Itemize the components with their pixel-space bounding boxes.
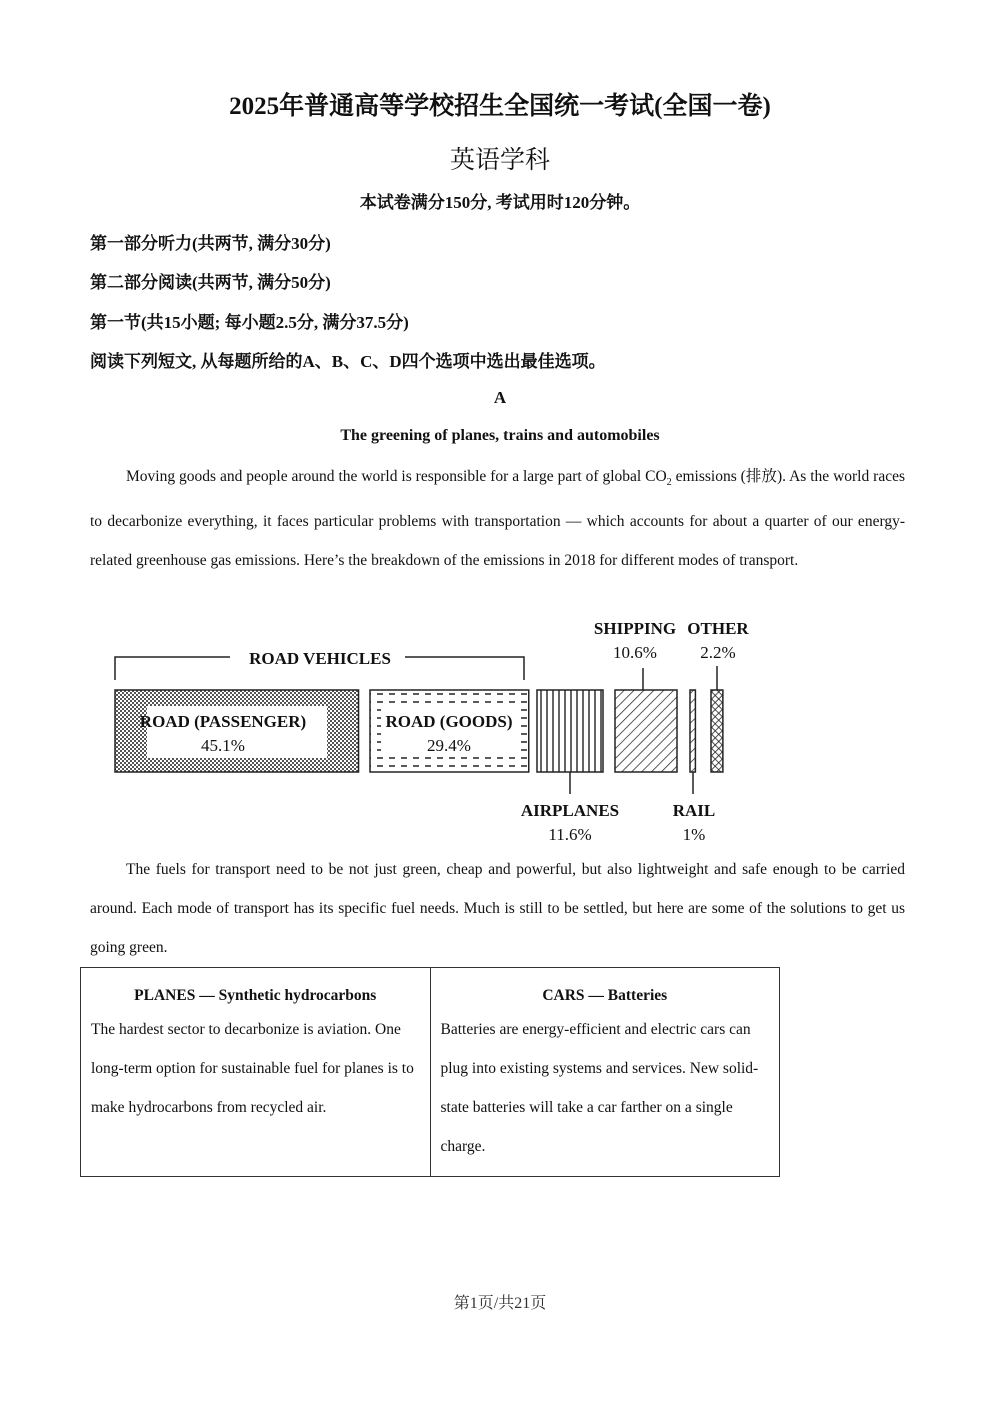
paragraph-fuels-text: The fuels for transport need to be not just green, cheap and powerful, but also lightweight and safe enough to be carried around. Each mode of transport has its specific fuel needs. Much is still to be settled, but here are some of the solutions to get us going green. bbox=[90, 861, 905, 956]
value-label-airplanes: 11.6% bbox=[548, 825, 592, 844]
category-label-shipping: SHIPPING bbox=[593, 619, 677, 638]
table-heading-cars: CARS — Batteries bbox=[542, 987, 668, 1004]
paragraph-intro-part2: emissions (排放). As the world races to decarbonize everything, it faces particular problems with transportation — which accounts for about a quarter of our energy-related greenhouse gas emissions. Here’s the breakdown of the emissions in 2018 for different modes of transport. bbox=[90, 468, 905, 570]
bar-shipping bbox=[615, 690, 677, 772]
exam-subject: 英语学科 bbox=[449, 147, 550, 174]
emissions-chart bbox=[100, 610, 780, 850]
bar-airplanes bbox=[537, 690, 603, 772]
bar-other bbox=[711, 690, 723, 772]
solutions-table bbox=[80, 967, 780, 1177]
exam-note: 本试卷满分150分, 考试用时120分钟。 bbox=[359, 193, 641, 212]
value-label-other: 2.2% bbox=[700, 643, 736, 662]
table-text-planes: The hardest sector to decarbonize is aviation. One long-term option for sustainable fuel for planes is to make hydrocarbons from recycled air. bbox=[91, 1021, 414, 1116]
exam-title: 2025年普通高等学校招生全国统一考试(全国一卷) bbox=[229, 93, 771, 120]
table-cell-cars bbox=[430, 968, 780, 1176]
paragraph-fuels bbox=[90, 850, 905, 967]
category-label-rail: RAIL bbox=[672, 801, 716, 820]
value-label-rail: 1% bbox=[682, 825, 706, 844]
section-reading: 第二部分阅读(共两节, 满分50分) bbox=[90, 273, 331, 292]
table-cell-planes bbox=[81, 968, 430, 1176]
category-label-road-passenger: ROAD (PASSENGER) bbox=[139, 712, 307, 731]
section-part-one: 第一节(共15小题; 每小题2.5分, 满分37.5分) bbox=[90, 313, 409, 332]
table-heading-planes: PLANES — Synthetic hydrocarbons bbox=[134, 987, 377, 1004]
group-label-road-vehicles: ROAD VEHICLES bbox=[249, 649, 391, 668]
paragraph-intro bbox=[90, 457, 905, 580]
passage-title: The greening of planes, trains and automobiles bbox=[340, 427, 660, 444]
co2-subscript: 2 bbox=[666, 477, 672, 489]
paragraph-intro-part1: Moving goods and people around the world is responsible for a large part of global CO bbox=[126, 468, 667, 485]
value-label-road-passenger: 45.1% bbox=[201, 736, 245, 755]
value-label-shipping: 10.6% bbox=[613, 643, 657, 662]
value-label-road-goods: 29.4% bbox=[427, 736, 471, 755]
section-listening: 第一部分听力(共两节, 满分30分) bbox=[90, 234, 331, 253]
category-label-airplanes: AIRPLANES bbox=[520, 801, 620, 820]
category-label-road-goods: ROAD (GOODS) bbox=[385, 712, 513, 731]
bar-rail bbox=[690, 690, 695, 772]
table-text-cars: Batteries are energy-efficient and electric cars can plug into existing systems and services. New solid-state batteries will take a car farther on a single charge. bbox=[440, 1021, 759, 1155]
category-label-other: OTHER bbox=[687, 619, 749, 638]
section-instructions: 阅读下列短文, 从每题所给的A、B、C、D四个选项中选出最佳选项。 bbox=[90, 352, 606, 371]
passage-letter: A bbox=[493, 388, 507, 407]
page-number: 第1页/共21页 bbox=[453, 1295, 547, 1312]
